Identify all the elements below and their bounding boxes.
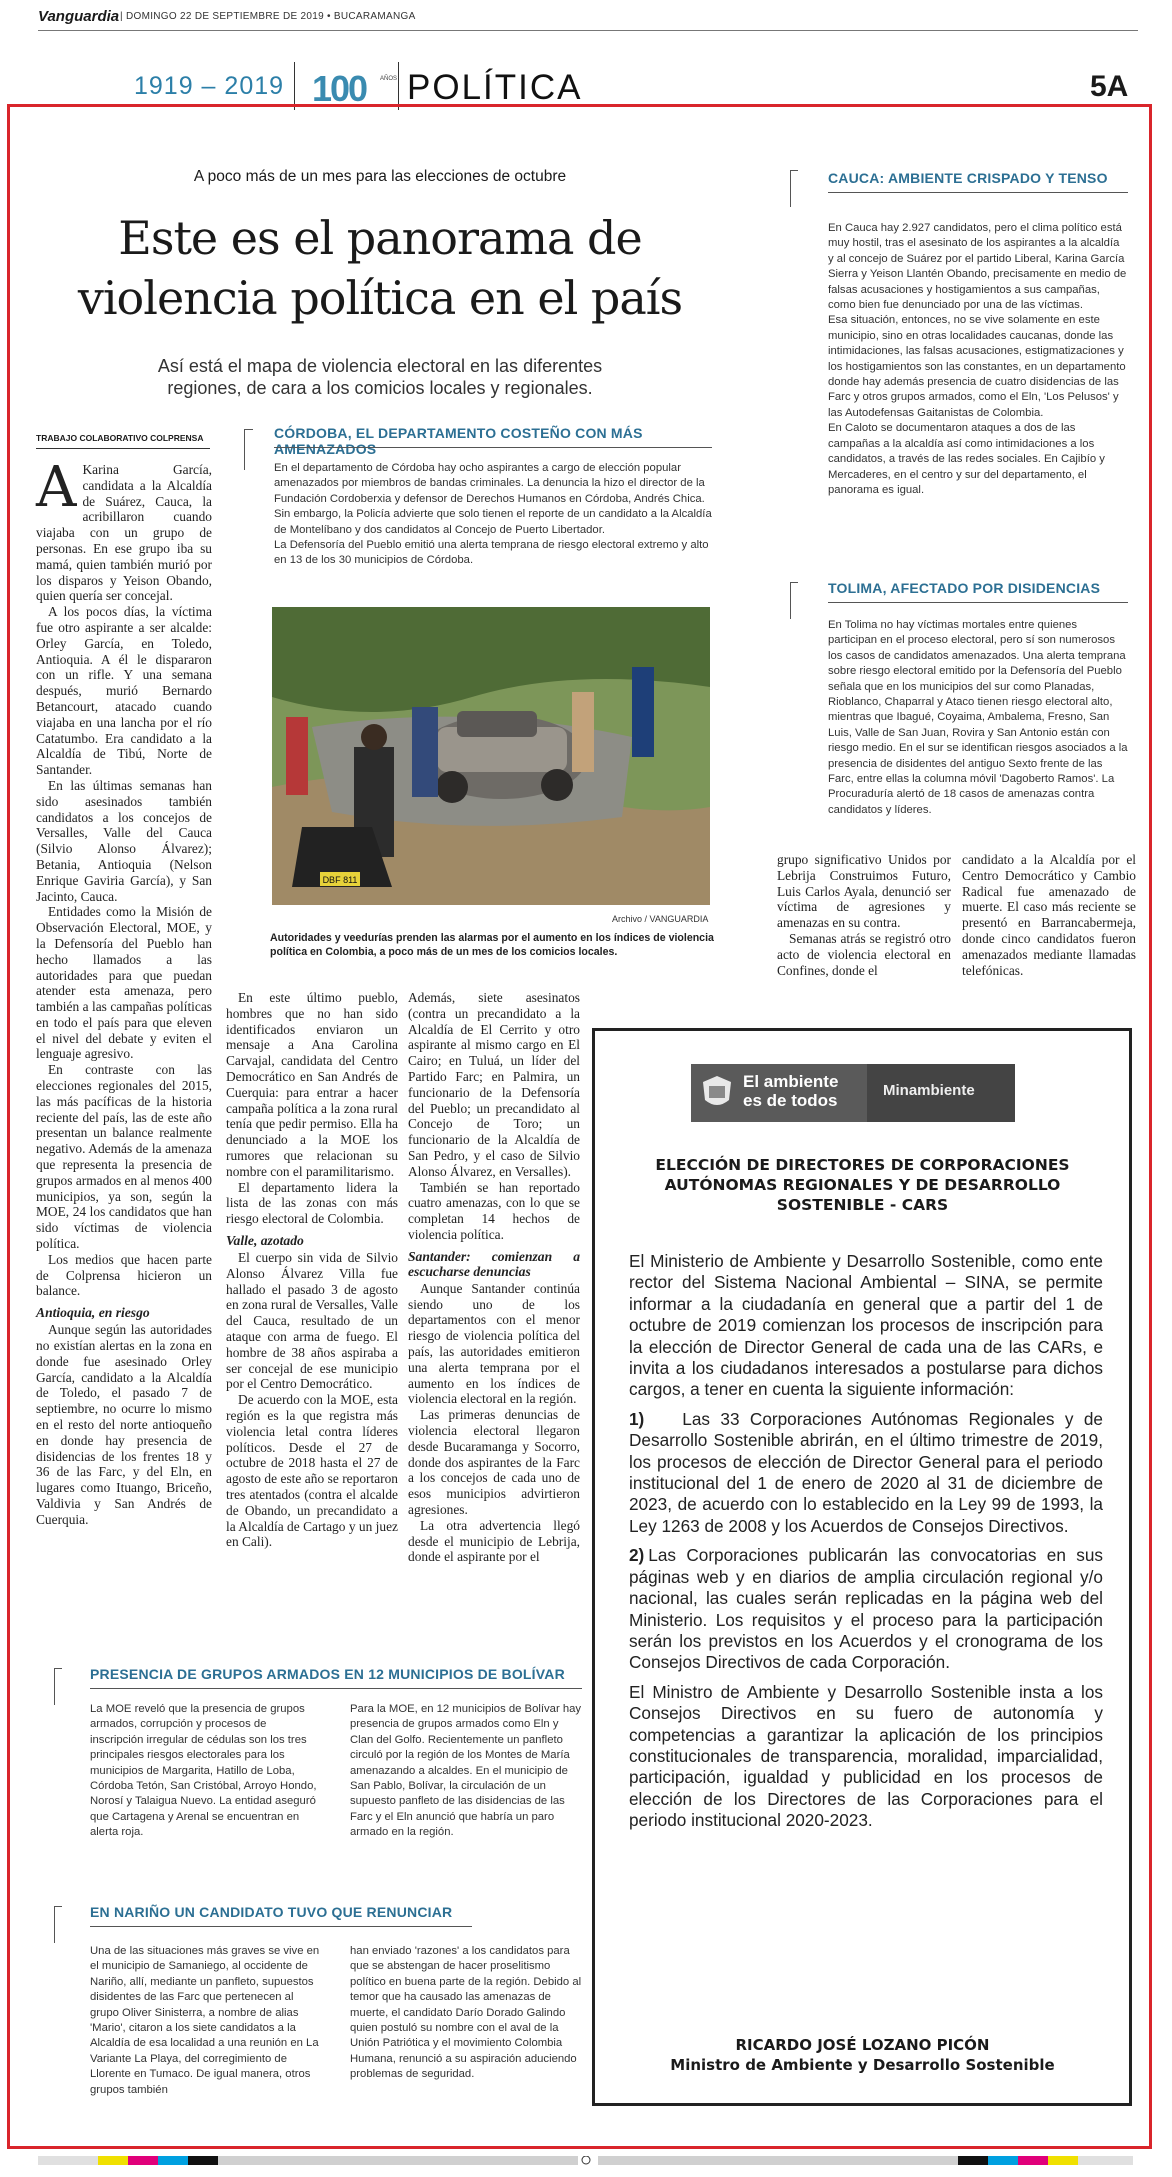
license-plate: DBF 811	[322, 875, 358, 885]
signature-name: RICARDO JOSÉ LOZANO PICÓN	[735, 2036, 990, 2054]
bolivar-text-left: La MOE reveló que la presencia de grupos armados, corrupción y procesos de inscripción irregular de cédulas son los tres principales riesgos electorales para los municipios de Margarita, Hatillo de Loba, Córdoba Tetón, San Cristóbal, Arroyo Hondo, Norosí y Talaigua Nuevo. La entidad aseguró que Cartagena y Arenal se encuentran en alerta roja.	[90, 1703, 317, 1839]
paragraph: De acuerdo con la MOE, esta región es la que registra más violencia letal contra líderes políticos. Desde el 27 de octubre de 2018 hasta el 27 de agosto de este año se reportaron tres atentados (contra el alcalde de Obando, un precandidato a la Alcaldía de Cartago y un juez en Cali).	[226, 1392, 398, 1550]
bolivar-box	[54, 1660, 584, 1840]
print-registration-strip	[38, 2156, 1133, 2165]
paragraph: candidato a la Alcaldía por el Centro Democrático y Cambio Radical fue amenazado de muerte. El caso más reciente se presentó en Barrancabermeja, donde cinco candidatos fueron amenazados mediante llamadas telefónicas.	[962, 852, 1136, 978]
box-bracket	[54, 1906, 62, 1943]
bolivar-title: PRESENCIA DE GRUPOS ARMADOS EN 12 MUNICIPIOS DE BOLÍVAR	[90, 1666, 565, 1682]
cordoba-paragraph: En el departamento de Córdoba hay ocho aspirantes a cargo de elección popular amenazados por miembros de bandas criminales. La denuncia la hizo el director de la Fundación Cordoberxia y defensor de Derechos Humanos en Córdoba, Andrés Chica. Sin embargo, la Policía advierte que solo tienen el reporte de un candidato a la Alcaldía de Montelíbano y dos candidatos al Concejo de Puerto Libertador.	[274, 462, 712, 536]
byline-rule	[36, 448, 210, 449]
masthead-separator	[294, 62, 295, 110]
anniversary-logo-caption: AÑOS	[380, 76, 398, 82]
paragraph: Los medios que hacen parte de Colprensa hicieron un balance.	[36, 1251, 212, 1299]
title-underline	[90, 1688, 582, 1689]
title-underline	[828, 192, 1128, 193]
drop-cap: A	[36, 455, 77, 520]
paragraph: Semanas atrás se registró otro acto de violencia electoral en Confines, donde el	[777, 930, 951, 978]
narino-text-right: han enviado 'razones' a los candidatos para que se abstengan de hacer proselitismo político en buena parte de la región. Debido al temor que ha causado las amenazas de muerte, el candidato Darío Dorado Galindo quien postuló su nombre con el aval de la Unión Patriótica y el movimiento Colombia Humana, renunció a su aspiración aduciendo problemas de seguridad.	[350, 1945, 582, 2081]
paragraph: El cuerpo sin vida de Silvio Alonso Álvarez Villa fue hallado el pasado 3 de agosto en zona rural de Versalles, Valle del Cauca, resultado de un ataque con arma de fuego. El hombre de 38 años aspiraba a ser concejal de ese municipio por el Centro Democrático.	[226, 1249, 398, 1392]
article-kicker: A poco más de un mes para las elecciones de octubre	[193, 168, 567, 185]
bolivar-text-right: Para la MOE, en 12 municipios de Bolívar hay presencia de grupos armados como Eln y Clan del Golfo. Recientemente un panfleto circuló por la región de los Montes de María amenazando a alcaldes. En el municipio de San Pablo, Bolívar, la circulación de un supuesto panfleto de las disidencias de las Farc y el Eln anunció que habría un paro armado en la región.	[350, 1703, 582, 1839]
tolima-text	[828, 618, 1128, 818]
cordoba-paragraph: La Defensoría del Pueblo emitió una alerta temprana de riesgo electoral extremo y alto en 13 de los 30 municipios de Córdoba.	[274, 539, 709, 567]
signature-title: Ministro de Ambiente y Desarrollo Sostenible	[670, 2056, 1055, 2074]
subhead-valle: Valle, azotado	[226, 1232, 304, 1248]
notice-item-2	[629, 1545, 1103, 1673]
news-photo	[272, 607, 710, 905]
narino-text-left: Una de las situaciones más graves se vive en el municipio de Samaniego, al occidente de Nariño, allí, mediante un panfleto, supuestos disidentes de las Farc que pertenecen al grupo Oliver Sinisterra, a nombre de alias 'Mario', citaron a los siete candidatos a la Alcaldía de esa localidad a una reunión en La Variante La Playa, del corregimiento de Llorente en Tumaco. De igual manera, otros grupos también	[90, 1945, 320, 2096]
notice-title: ELECCIÓN DE DIRECTORES DE CORPORACIONES AUTÓNOMAS REGIONALES Y DE DESARROLLO SOSTENIBLE - CARS	[655, 1156, 1070, 1214]
paragraph: A los pocos días, la víctima fue otro aspirante a ser alcalde: Orley García, en Toledo, Antioquia. A él le dispararon con un rifle. Y una semana después, murió Bernardo Betancourt, atacado cuando viajaba en una lancha por el río Catatumbo. Era candidato a la Alcaldía de Tibú, Norte de Santander.	[36, 604, 212, 778]
box-bracket	[244, 429, 253, 470]
paragraph: En las últimas semanas han sido asesinados también candidatos a los concejos de Versalles, Valle del Cauca (Silvio Alonso Álvarez); Betania, Antioquia (Nelson Enrique Gaviria García), y San Jacinto, Cauca.	[36, 777, 212, 904]
paragraph: Además, siete asesinatos (contra un precandidato a la Alcaldía de El Cerrito y otro aspirante al mismo cargo en El Cairo; en Tuluá, un líder del Partido Farc; en Palmira, un funcionario de la Defensoría del Pueblo; un precandidato al Concejo de Toro; un funcionario de la Alcaldía de San Pedro, y el caso de Silvio Alonso Álvarez, en Versalles).	[408, 990, 580, 1179]
cauca-paragraph: En Caloto se documentaron ataques a dos de las campañas a la alcaldía así como intimidaciones a los candidatos, a través de las redes sociales. En Cajibío y Mercaderes, en el centro y sur del departamento, el panorama es igual.	[828, 422, 1105, 496]
minambiente-logo	[691, 1064, 1015, 1122]
article-column-1	[36, 455, 212, 1528]
article-headline: Este es el panorama de violencia política en el país	[77, 211, 683, 325]
article-column-2	[226, 990, 398, 1550]
paragraph: grupo significativo Unidos por Lebrija Construimos Futuro, Luis Carlos Ayala, denunció ser víctima de agresiones y amenazas en su contra.	[777, 852, 951, 931]
logo-slogan	[743, 1072, 838, 1110]
box-bracket	[790, 582, 798, 619]
newspaper-brand: Vanguardia	[38, 8, 120, 25]
masthead-separator	[398, 62, 399, 110]
cauca-title: CAUCA: AMBIENTE CRISPADO Y TENSO	[828, 170, 1108, 186]
coat-of-arms-icon	[699, 1074, 735, 1112]
dateline: | DOMINGO 22 DE SEPTIEMBRE DE 2019 • BUCARAMANGA	[120, 11, 416, 22]
box-bracket	[54, 1668, 62, 1705]
article-column-5	[962, 852, 1136, 978]
paragraph: El departamento lidera la lista de las zonas con más riesgo electoral de Colombia.	[226, 1179, 398, 1227]
article-deck: Así está el mapa de violencia electoral en las diferentes regiones, de cara a los comicios locales y regionales.	[157, 356, 603, 398]
subhead-santander: Santander: comienzan a escucharse denuncias	[408, 1248, 580, 1279]
cordoba-text	[274, 461, 714, 569]
paragraph: Aunque según las autoridades no existían alertas en la zona en donde fue asesinado Orley García, candidato a la Alcaldía de Toledo, el pasado 7 de septiembre, no ocurre lo mismo en el resto del norte antioqueño en donde hay presencia de disidencias de los frentes 18 y 36 de las Farc, y del Eln, en lugares como Ituango, Briceño, Valdivia y San Andrés de Cuerquia.	[36, 1322, 212, 1527]
tolima-box	[790, 578, 1140, 838]
notice-closing: El Ministro de Ambiente y Desarrollo Sostenible insta a los Consejos Directivos en su fuero de autonomía y competencias a garantizar la aplicación de los principios constitucionales de transparencia, moralidad, imparcialidad, participación, igualdad y publicidad en los procesos de elección de los Directores de las Corporaciones para el periodo institucional 2020-2023.	[629, 1681, 1103, 1831]
notice-item-1	[629, 1409, 1103, 1537]
anniversary-logo: 100	[312, 68, 367, 109]
masthead	[38, 8, 1138, 108]
title-underline	[90, 1926, 472, 1927]
paragraph: En contraste con las elecciones regionales del 2015, las más pacíficas de la historia reciente del país, las de este año presentan un balance realmente negativo. Además de la amenaza que representa la presencia de grupos armados en al menos 400 municipios, ya son, según la MOE, 24 los candidatos que han sido víctimas de violencia política.	[36, 1062, 212, 1252]
subhead-antioquia: Antioquia, en riesgo	[36, 1305, 150, 1321]
cauca-paragraph: Esa situación, entonces, no se vive solamente en este municipio, sino en otras localidades caucanas, donde las intimidaciones, las falsas acusaciones, estigmatizaciones y los hostigamientos son las constantes, en un departamento donde hay además presencia de cuatro disidencias de las Farc y otros grupos armados, como el Eln, 'Los Pelusos' y las Autodefensas Gaitanistas de Colombia.	[828, 314, 1126, 419]
logo-line-1: El ambiente	[743, 1072, 839, 1091]
paragraph: Entidades como la Misión de Observación Electoral, MOE, y la Defensoría del Pueblo han hecho llamados a las autoridades para que puedan atender esta amenaza, pero también a las campañas políticas en todo el país para que eleven el nivel del debate y eviten el lenguaje agresivo.	[36, 904, 212, 1062]
cordoba-box	[244, 425, 714, 575]
lead-paragraph: Karina García, candidata a la Alcaldía de Suárez, Cauca, la acribillaron cuando viajaba con un grupo de personas. En ese grupo iba su mamá, quien también murió por los disparos y Yeison Obando, quien quería ser concejal.	[36, 462, 212, 604]
masthead-rule	[38, 30, 1138, 31]
paragraph: La otra advertencia llegó desde el municipio de Lebrija, donde el aspirante por el	[408, 1517, 580, 1565]
paragraph: Las primeras denuncias de violencia electoral llegaron desde Bucaramanga y Socorro, donde dos aspirantes de la Farc a los concejos de cada uno de esos municipios advirtieron agresiones.	[408, 1407, 580, 1517]
tolima-paragraph: En Tolima no hay víctimas mortales entre quienes participan en el proceso electoral, pero sí son numerosos los casos de candidatos amenazados. Una alerta temprana sobre riesgo electoral emitido por la Defensoría del Pueblo señala que en los municipios del sur como Planadas, Rioblanco, Chaparral y Ataco tienen riesgo electoral alto, mientras que Ibagué, Coyaima, Ambalema, Fresno, San Luis, Valle de San Juan, Rovira y San Antonio están con riesgo medio. En el sur se identifican riesgos asociados a la presencia de disidentes del antiguo Sexto frente de las Farc, entre ellas la columna móvil 'Dagoberto Ramos'. La Procuraduría alertó de 18 casos de amenazas contra candidatos y líderes.	[828, 619, 1128, 816]
cauca-text	[828, 221, 1128, 498]
cauca-paragraph: En Cauca hay 2.927 candidatos, pero el clima político está muy hostil, tras el asesinato de los aspirantes a la alcaldía y al concejo de Suárez por el partido Liberal, Karina García Sierra y Yeison Llantén Obando, precisamente en medio de falsas acusaciones y hostigamientos a sus campañas, como bien fue denunciado por una de las víctimas.	[828, 222, 1127, 312]
photo-caption: Autoridades y veedurías prenden las alarmas por el aumento en los índices de violencia política en Colombia, a poco más de un mes de los comicios locales.	[270, 932, 714, 958]
title-underline	[274, 447, 712, 448]
paragraph: También se han reportado cuatro amenazas, con lo que se completan 14 hechos de violencia política.	[408, 1179, 580, 1242]
item-text: Las 33 Corporaciones Autónomas Regionales y de Desarrollo Sostenible abrirán, en el último trimestre de 2019, los procesos de elección de Director General para el periodo institucional del 1 de enero de 2020 al 31 de diciembre de 2023, de acuerdo con lo establecido en la Ley 99 de 1993, la Ley 1263 de 2008 y los Acuerdos de Consejos Directivos.	[629, 1408, 1103, 1536]
narino-box	[54, 1898, 584, 2108]
page-number: 5A	[1090, 70, 1129, 103]
box-bracket	[790, 170, 798, 207]
government-notice-ad	[592, 1028, 1132, 2106]
item-number: 1)	[629, 1408, 645, 1429]
tolima-title: TOLIMA, AFECTADO POR DISIDENCIAS	[828, 580, 1101, 596]
cordoba-title: CÓRDOBA, EL DEPARTAMENTO COSTEÑO CON MÁS AMENAZADOS	[274, 425, 643, 457]
section-title: POLÍTICA	[407, 68, 583, 107]
burned-vehicle-illustration	[272, 607, 710, 905]
notice-intro: El Ministerio de Ambiente y Desarrollo Sostenible, como ente rector del Sistema Nacional Ambiental – SINA, se permite informar a la ciudadanía en general que a partir del 1 de octubre de 2019 comienzan los procesos de inscripción para la elección de Director General de cada una de las CARs, e invita a los ciudadanos interesados a postularse para dichos cargos, a tener en cuenta la siguiente información:	[629, 1251, 1103, 1400]
notice-body	[629, 1251, 1103, 1840]
logo-ministry: Minambiente	[883, 1082, 975, 1099]
logo-line-2: es de todos	[743, 1091, 838, 1110]
photo-credit: Archivo / VANGUARDIA	[612, 914, 709, 924]
narino-title: EN NARIÑO UN CANDIDATO TUVO QUE RENUNCIAR	[90, 1904, 453, 1920]
byline: TRABAJO COLABORATIVO COLPRENSA	[36, 433, 204, 443]
notice-signature	[615, 2035, 1110, 2075]
title-underline	[828, 602, 1128, 603]
item-number: 2)	[629, 1545, 645, 1566]
cauca-box	[790, 166, 1140, 556]
article-column-3	[408, 990, 580, 1565]
paragraph: Aunque Santander continúa siendo uno de los departamentos con el menor riesgo de violencia política del país, las autoridades emitieron una alerta temprana por el aumento en los índices de violencia electoral en la región.	[408, 1280, 580, 1407]
item-text: Las Corporaciones publicarán las convocatorias en sus páginas web y en diarios de amplia circulación regional y/o nacional, las cuales serán replicadas en la página web del Ministerio. Los requisitos y el proceso para la participación serán los previstos en los Acuerdos y el cronograma de los Consejos Directivos de cada Corporación.	[629, 1545, 1103, 1673]
article-column-4	[777, 852, 951, 978]
paragraph: En este último pueblo, hombres que no han sido identificados enviaron un mensaje a Ana Carolina Carvajal, candidata del Centro Democrático en San Andrés de Cuerquia: para entrar a hacer campaña política a la zona rural tenía que pedir permiso. Ella ha denunciado a la MOE los rumores que relacionan su nombre con el paramilitarismo.	[226, 990, 398, 1179]
anniversary-years: 1919 – 2019	[134, 72, 285, 100]
